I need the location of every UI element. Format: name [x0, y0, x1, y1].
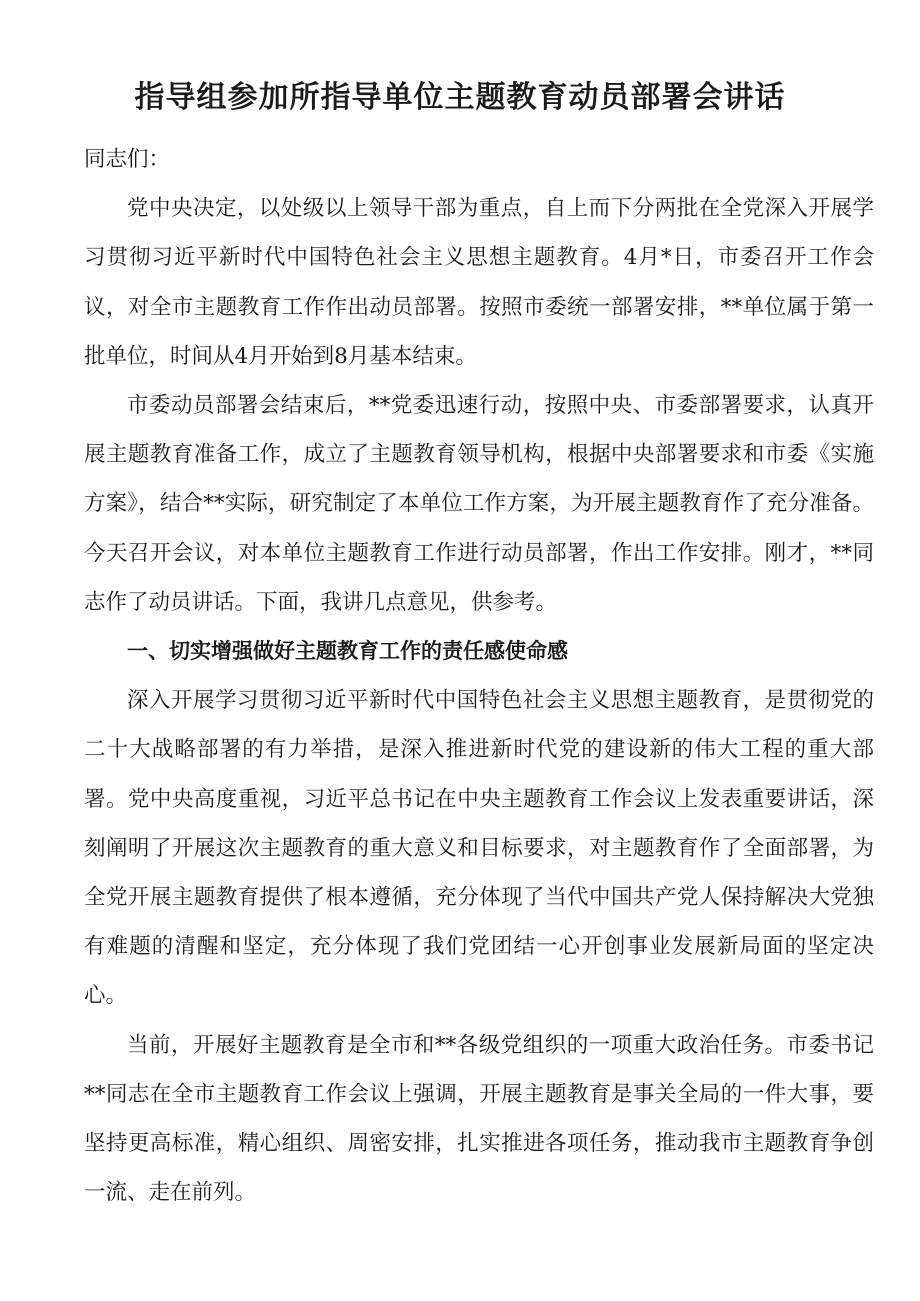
section-heading-1: 一、切实增强做好主题教育工作的责任感使命感: [127, 639, 568, 664]
document-title: 指导组参加所指导单位主题教育动员部署会讲话: [134, 80, 786, 115]
section1-paragraph-2: 当前，开展好主题教育是全市和**各级党组织的一项重大政治任务。市委书记**同志在全市主题教育工作会议上强调，开展主题教育是事关全局的一件大事，要坚持更高标准，精心组织、周密安排，扎实推进各项任务，推动我市主题教育争创一流、走在前列。: [84, 1032, 874, 1206]
paragraph-intro-1: 党中央决定，以处级以上领导干部为重点，自上而下分两批在全党深入开展学习贯彻习近平新时代中国特色社会主义思想主题教育。4月*日，市委召开工作会议，对全市主题教育工作作出动员部署。按照市委统一部署安排，**单位属于第一批单位，时间从4月开始到8月基本结束。: [84, 196, 874, 369]
paragraph-intro-2: 市委动员部署会结束后，**党委迅速行动，按照中央、市委部署要求，认真开展主题教育准备工作，成立了主题教育领导机构，根据中央部署要求和市委《实施方案》，结合**实际，研究制定了本单位工作方案，为开展主题教育作了充分准备。今天召开会议，对本单位主题教育工作进行动员部署，作出工作安排。刚才，**同志作了动员讲话。下面，我讲几点意见，供参考。: [84, 393, 874, 615]
section1-paragraph-1: 深入开展学习贯彻习近平新时代中国特色社会主义思想主题教育，是贯彻党的二十大战略部署的有力举措，是深入推进新时代党的建设新的伟大工程的重大部署。党中央高度重视，习近平总书记在中央主题教育工作会议上发表重要讲话，深刻阐明了开展这次主题教育的重大意义和目标要求，对主题教育作了全面部署，为全党开展主题教育提供了根本遵循，充分体现了当代中国共产党人保持解决大党独有难题的清醒和坚定，充分体现了我们党团结一心开创事业发展新局面的坚定决心。: [84, 688, 874, 1009]
document-body: [84, 135, 874, 1217]
salutation: 同志们：: [84, 147, 171, 172]
